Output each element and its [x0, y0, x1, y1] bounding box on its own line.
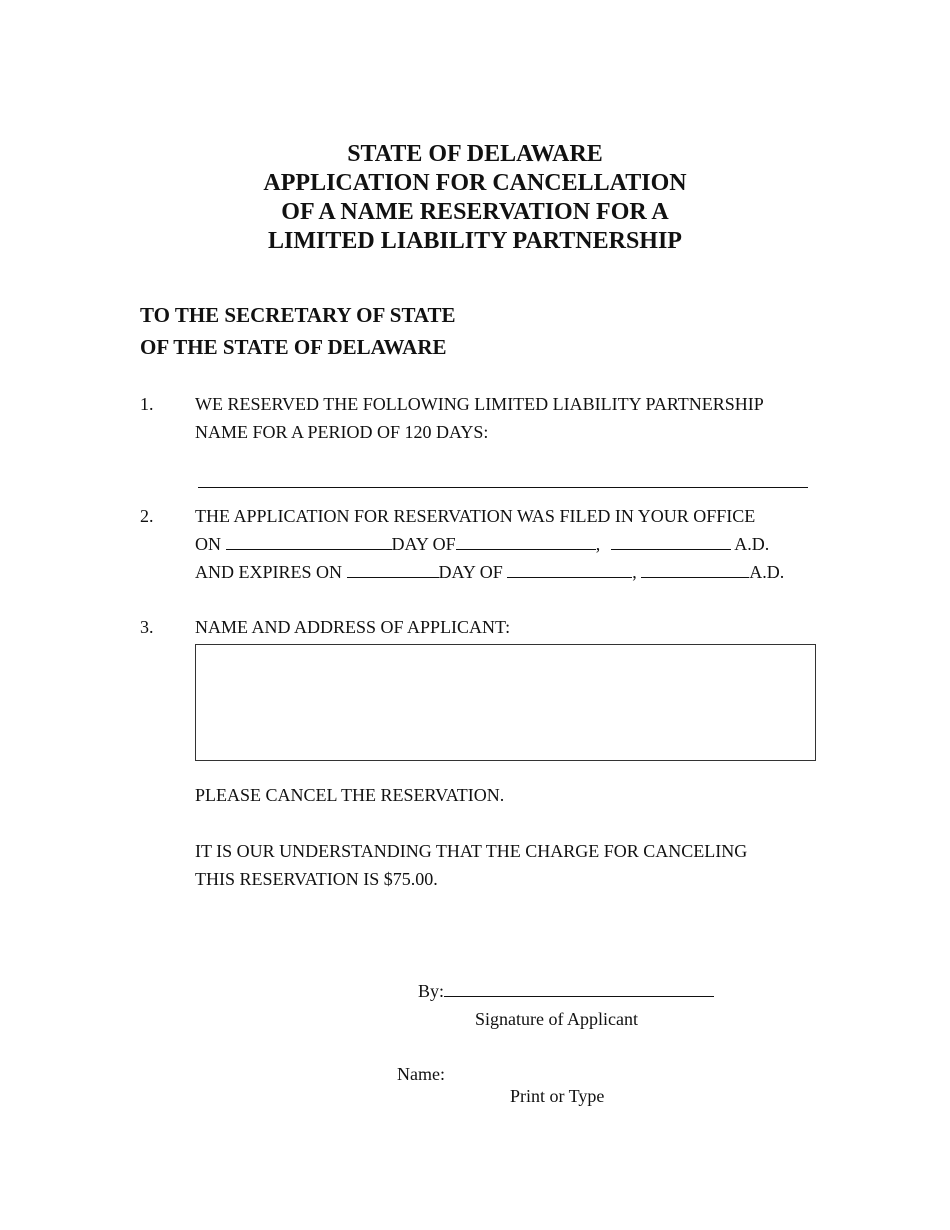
ad-label-2: A.D.	[749, 562, 785, 582]
name-caption: Print or Type	[510, 1086, 605, 1106]
item-3-number: 3.	[140, 617, 154, 637]
item-2-line-1: THE APPLICATION FOR RESERVATION WAS FILED IN YOUR OFFICE	[195, 506, 756, 526]
title-line-3: OF A NAME RESERVATION FOR A	[281, 199, 669, 225]
comma-2: ,	[632, 562, 637, 582]
filed-month-field[interactable]	[456, 531, 596, 550]
by-label: By:	[418, 981, 445, 1001]
item-1-line-1: WE RESERVED THE FOLLOWING LIMITED LIABILITY PARTNERSHIP	[195, 394, 764, 414]
title-line-1: STATE OF DELAWARE	[347, 141, 603, 167]
expires-year-field[interactable]	[641, 559, 749, 578]
expires-month-field[interactable]	[507, 559, 632, 578]
ad-label: A.D.	[734, 534, 770, 554]
day-of-label: DAY OF	[391, 534, 456, 554]
filed-year-field[interactable]	[611, 531, 731, 550]
signature-field[interactable]	[444, 978, 714, 997]
title-line-4: LIMITED LIABILITY PARTNERSHIP	[268, 228, 682, 254]
name-label: Name:	[397, 1064, 445, 1084]
addressee-line-2: OF THE STATE OF DELAWARE	[140, 335, 447, 359]
day-of-label-2: DAY OF	[438, 562, 503, 582]
reserved-name-field[interactable]	[198, 487, 808, 488]
applicant-address-box[interactable]	[195, 644, 816, 761]
item-1-number: 1.	[140, 394, 154, 414]
on-label: ON	[195, 534, 221, 554]
by-line	[418, 977, 714, 1005]
filed-on-line	[195, 530, 769, 558]
addressee	[140, 299, 456, 363]
cancel-text: PLEASE CANCEL THE RESERVATION.	[195, 785, 505, 805]
comma: ,	[595, 534, 601, 554]
expires-day-field[interactable]	[347, 559, 439, 578]
item-2-number: 2.	[140, 506, 154, 526]
filed-day-field[interactable]	[226, 531, 392, 550]
item-1-line-2: NAME FOR A PERIOD OF 120 DAYS:	[195, 422, 489, 442]
expires-on-line	[195, 558, 784, 586]
charge-line-1: IT IS OUR UNDERSTANDING THAT THE CHARGE FOR CANCELING	[195, 841, 748, 861]
item-3-label: NAME AND ADDRESS OF APPLICANT:	[195, 617, 511, 637]
title-line-2: APPLICATION FOR CANCELLATION	[263, 170, 687, 196]
addressee-line-1: TO THE SECRETARY OF STATE	[140, 303, 456, 327]
form-title	[0, 140, 950, 256]
charge-line-2: THIS RESERVATION IS $75.00.	[195, 869, 438, 889]
expires-label: AND EXPIRES ON	[195, 562, 343, 582]
signature-caption: Signature of Applicant	[475, 1009, 638, 1029]
